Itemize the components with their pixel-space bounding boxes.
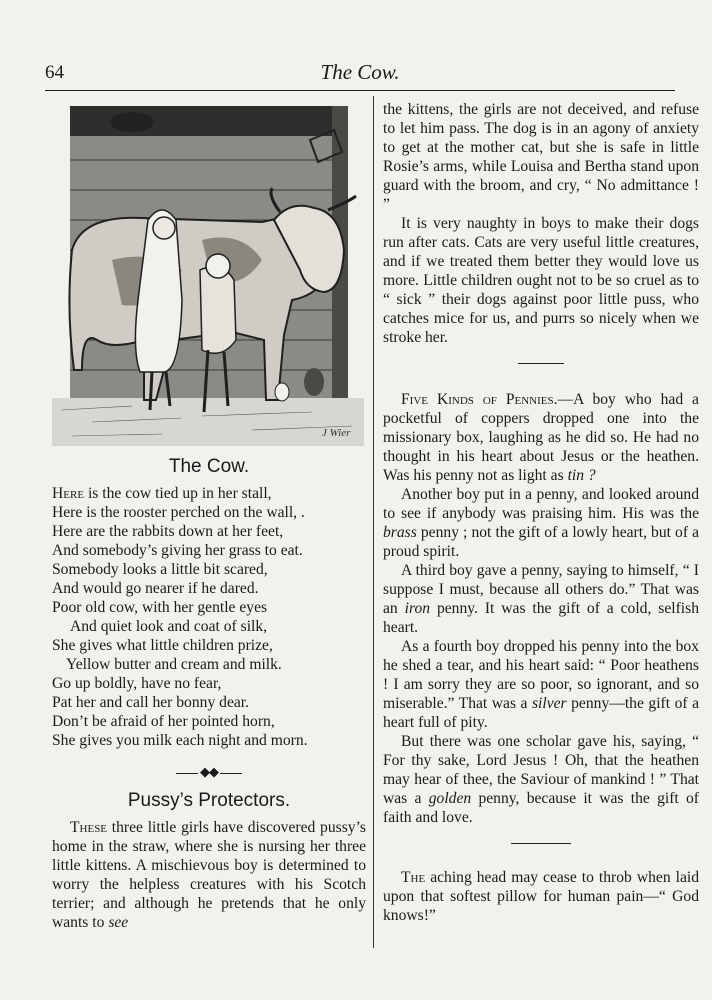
pussy-paragraph-1b: the kittens, the girls are not deceived, and refuse to let him pass. The dog is in an agony of anxiety to get at the mother cat, but she is safe in little Rosie’s arms, while Louisa and Bertha stand upon guard with the broom, and cry, “ No admittance ! ” [383,101,699,213]
pennies-paragraph-1: Five Kinds of Pennies.—A boy who had a pocketful of coppers dropped one into the missionary box, laughing as he did so. He had no thought in his heart about Jesus or the heathen. Was his penny not as light as tin ? [383,391,699,484]
cow-engraving [52,100,364,446]
poem-line: Yellow butter and cream and milk. [66,656,282,673]
section-rule [518,363,564,364]
poem-line: And somebody’s giving her grass to eat. [52,542,303,559]
pennies-paragraph-3: A third boy gave a penny, saying to himself, “ I suppose I must, because all others do.” That was an iron penny. It was the gift of a cold, selfish heart. [383,562,699,636]
cow-poem [52,484,366,750]
poem-line: Go up boldly, have no fear, [52,675,222,692]
poem-line: Here is the rooster perched on the wall, . [52,504,305,521]
pennies-title: Five Kinds of Pennies. [401,391,558,408]
header-rule [45,90,675,91]
poem-line: Don’t be afraid of her pointed horn, [52,713,275,730]
pennies-paragraph-5: But there was one scholar gave his, saying, “ For thy sake, Lord Jesus ! Oh, that the heathen may hear of thee, the Saviour of mankind ! ” That was a golden penny, because it was the gift of faith and love. [383,733,699,826]
section-ornament: ◆◆ [52,764,366,780]
poem-line: Somebody looks a little bit scared, [52,561,268,578]
pussy-paragraph-2: It is very naughty in boys to make their dogs run after cats. Cats are very useful little creatures, and if we treated them better they would love us more. Little children ought not to be so cruel as to “ sick ” their dogs against poor little puss, who catches mice for us, and purrs so nicely when we stroke her. [383,215,699,346]
pussy-paragraph-1a: These three little girls have discovered pussy’s home in the straw, where she is nursing her three little kittens. A mischievous boy is determined to worry the helpless creatures with his Scotch terrier; and although he pretends that he only wants to see [52,819,366,931]
column-divider [373,96,374,948]
poem-lead-word: Here [52,485,85,502]
poem-line: She gives what little children prize, [52,637,273,654]
right-column [383,100,699,925]
poem-line: Here are the rabbits down at her feet, [52,523,284,540]
pennies-paragraph-2: Another boy put in a penny, and looked around to see if anybody was praising him. His was the brass penny ; not the gift of a lowly heart, but of a proud spirit. [383,486,699,560]
page-number: 64 [45,62,64,83]
running-title: The Cow. [320,60,400,84]
closing-paragraph: The aching head may cease to throb when laid upon that softest pillow for human pain—“ God knows!” [383,869,699,924]
section-rule [511,843,571,844]
pussy-heading: Pussy’s Protectors. [127,790,291,811]
poem-line: She gives you milk each night and morn. [52,732,308,749]
pennies-paragraph-4: As a fourth boy dropped his penny into the box he shed a tear, and his heart said: “ Poor heathens ! I am sorry they are so poor, so ignorant, and so miserable.” That was a silver penny—the gift of a heart full of pity. [383,638,699,731]
poem-line: Pat her and call her bonny dear. [52,694,250,711]
left-column [52,100,366,932]
poem-line: And quiet look and coat of silk, [70,618,268,635]
engraver-signature: J Wier [322,427,351,439]
page-header [45,60,675,90]
cow-heading: The Cow. [168,456,250,477]
poem-line: And would go nearer if he dared. [52,580,259,597]
poem-line: Here is the cow tied up in her stall, [52,485,272,502]
poem-line: Poor old cow, with her gentle eyes [52,599,268,616]
